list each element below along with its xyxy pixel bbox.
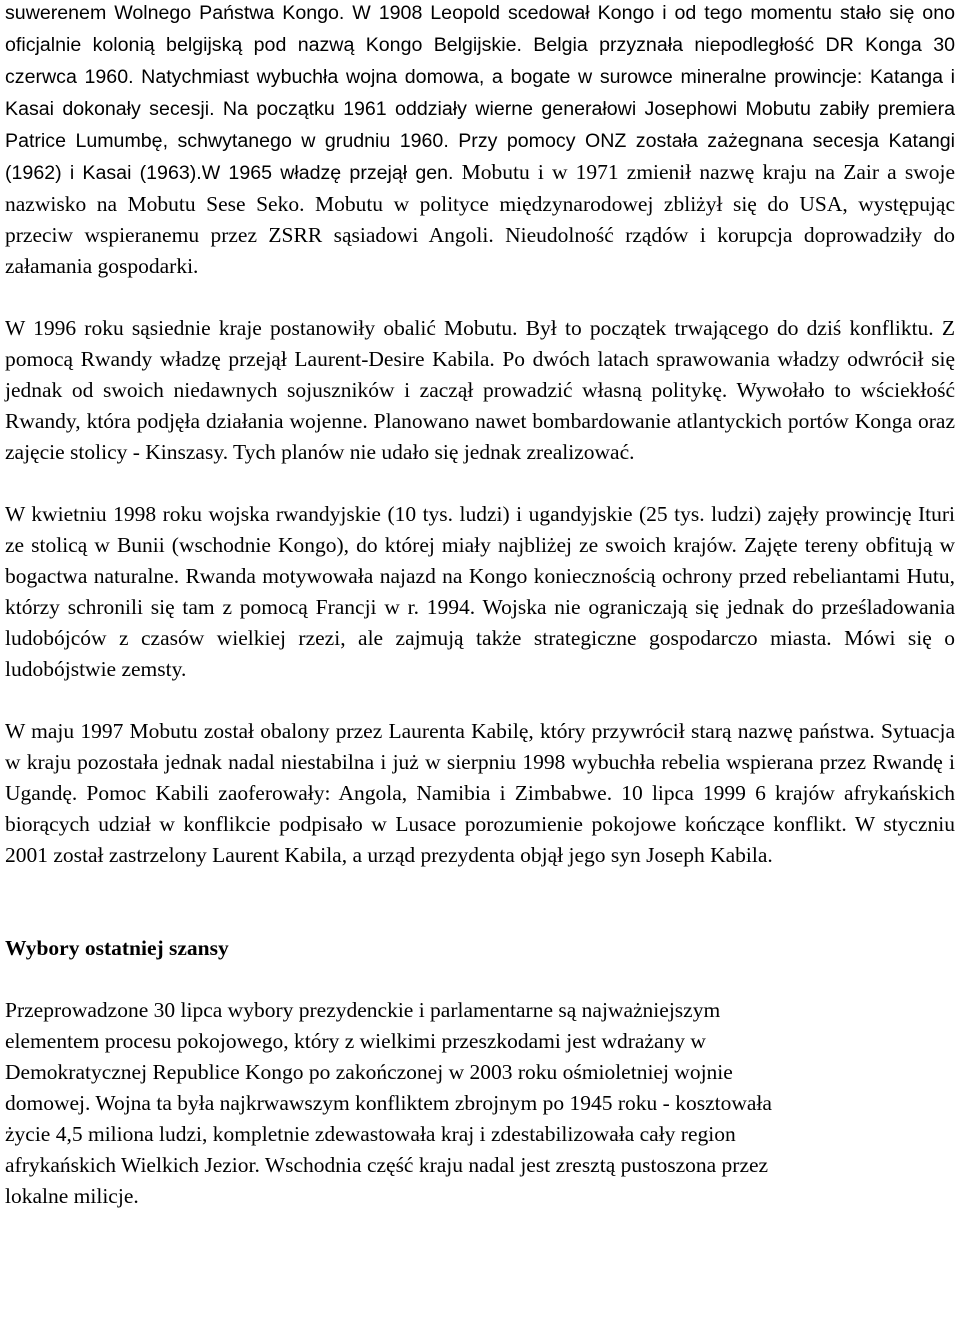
paragraph-line: domowej. Wojna ta była najkrwawszym konfliktem zbrojnym po 1945 roku - kosztowała (5, 1091, 772, 1115)
paragraph-line: Przeprowadzone 30 lipca wybory prezydenckie i parlamentarne są najważniejszym (5, 998, 721, 1022)
paragraph-elections (5, 995, 955, 1212)
document-page (5, 0, 955, 1212)
paragraph-line: elementem procesu pokojowego, który z wielkimi przeszkodami jest wdrażany w (5, 1029, 706, 1053)
paragraph-line: życie 4,5 miliona ludzi, kompletnie zdewastowała kraj i zdestabilizowała cały region (5, 1122, 736, 1146)
paragraph-text-serif: Mobutu i w 1971 zmienił nazwę kraju na Zair a swoje nazwisko na Mobutu Sese Seko. Mobutu w polityce międzynarodowej zbliżył się do USA, występując przeciw wspieranemu przez ZSRR sąsiadowi Angoli. Nieudolność rządów i korupcja doprowadziły do załamania gospodarki. (5, 160, 955, 278)
spacer (5, 964, 955, 995)
paragraph-1997: W maju 1997 Mobutu został obalony przez Laurenta Kabilę, który przywrócił starą nazwę państwa. Sytuacja w kraju pozostała jednak nadal niestabilna i już w sierpniu 1998 wybuchła rebelia wspierana przez Rwandę i Ugandę. Pomoc Kabili zaoferowały: Angola, Namibia i Zimbabwe. 10 lipca 1999 6 krajów afrykańskich biorących udział w konflikcie podpisało w Lusace porozumienie pokojowe kończące konflikt. W styczniu 2001 został zastrzelony Laurent Kabila, a urząd prezydenta objął jego syn Joseph Kabila. (5, 719, 955, 867)
paragraph-1998: W kwietniu 1998 roku wojska rwandyjskie (10 tys. ludzi) i ugandyjskie (25 tys. ludzi) zajęły prowincję Ituri ze stolicą w Bunii (wschodnie Kongo), do której miały najbliżej ze swoich krajów. Zajęte tereny obfitują w bogactwa naturalne. Rwanda motywowała najazd na Kongo koniecznością ochrony przed rebeliantami Hutu, którzy schronili się tam z pomocą Francji w r. 1994. Wojska nie ograniczają się jednak do prześladowania ludobójców z czasów wielkiej rzezi, ale zajmują także strategiczne gospodarczo miasta. Mówi się o ludobójstwie zemsty. (5, 502, 955, 681)
paragraph-congo-history (5, 0, 955, 282)
spacer (5, 685, 955, 716)
paragraph-line: afrykańskich Wielkich Jezior. Wschodnia część kraju nadal jest zresztą pustoszona przez (5, 1153, 769, 1177)
paragraph-line: lokalne milicje. (5, 1184, 139, 1208)
paragraph-line: Demokratycznej Republice Kongo po zakończonej w 2003 roku ośmioletniej wojnie (5, 1060, 733, 1084)
spacer (5, 468, 955, 499)
section-heading: Wybory ostatniej szansy (5, 936, 229, 960)
paragraph-1996: W 1996 roku sąsiednie kraje postanowiły obalić Mobutu. Był to początek trwającego do dziś konfliktu. Z pomocą Rwandy władzę przejął Laurent-Desire Kabila. Po dwóch latach sprawowania władzy odwrócił się jednak od swoich niedawnych sojuszników i zaczął prowadzić własną politykę. Wywołało to wściekłość Rwandy, która podjęła działania wojenne. Planowano nawet bombardowanie atlantyckich portów Konga oraz zajęcie stolicy - Kinszasy. Tych planów nie udało się jednak zrealizować. (5, 316, 955, 464)
paragraph-text-sans: suwerenem Wolnego Państwa Kongo. W 1908 Leopold scedował Kongo i od tego momentu stało się ono oficjalnie kolonią belgijską pod nazwą Kongo Belgijskie. Belgia przyznała niepodległość DR Konga 30 czerwca 1960. Natychmiast wybuchła wojna domowa, a bogate w surowce mineralne prowincje: Katanga i Kasai dokonały secesji. Na początku 1961 oddziały wierne generałowi Josephowi Mobutu zabiły premiera Patrice Lumumbę, schwytanego w grudniu 1960. Przy pomocy ONZ została zażegnana secesja Katangi (1962) i Kasai (1963).W 1965 władzę przejął gen. (5, 2, 955, 184)
spacer (5, 282, 955, 313)
spacer (5, 871, 955, 933)
